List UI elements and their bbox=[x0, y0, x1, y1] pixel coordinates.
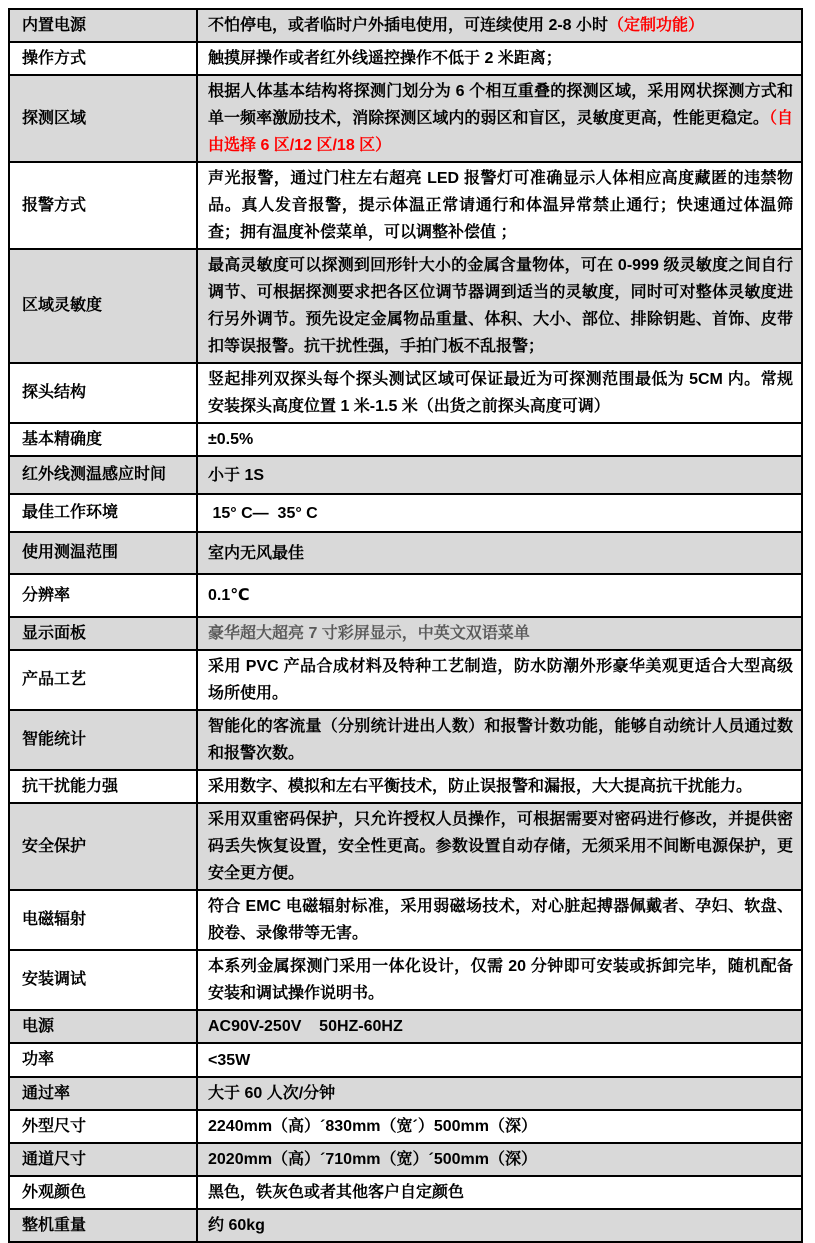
table-row bbox=[10, 422, 801, 455]
table-row bbox=[10, 362, 801, 422]
spec-value: 声光报警，通过门柱左右超亮 LED 报警灯可准确显示人体相应高度藏匿的违禁物品。真人发音报警，提示体温正常请通行和体温异常禁止通行；快速通过体温筛查；拥有温度补偿菜单，可以调整补偿值 ； bbox=[208, 170, 793, 241]
spec-value: 黑色，铁灰色或者其他客户自定颜色 bbox=[208, 1184, 465, 1201]
spec-label-cell bbox=[10, 804, 196, 889]
spec-value-cell bbox=[196, 76, 801, 161]
spec-label: 功率 bbox=[22, 1051, 55, 1068]
table-row bbox=[10, 949, 801, 1009]
spec-value: 根据人体基本结构将探测门划分为 6 个相互重叠的探测区域，采用网状探测方式和单一频率激励技术，消除探测区域内的弱区和盲区，灵敏度更高，性能更稳定。 bbox=[208, 83, 793, 127]
spec-label-cell bbox=[10, 250, 196, 362]
spec-value: <35W bbox=[208, 1051, 251, 1069]
spec-label-cell bbox=[10, 424, 196, 455]
spec-value: 2240mm（高）´830mm（宽´）500mm（深） bbox=[208, 1118, 538, 1135]
table-row bbox=[10, 573, 801, 616]
table-row bbox=[10, 493, 801, 531]
spec-value-cell bbox=[196, 618, 801, 649]
spec-value-cell bbox=[196, 575, 801, 616]
spec-value: 最高灵敏度可以探测到回形针大小的金属含量物体，可在 0-999 级灵敏度之间自行调节、可根据探测要求把各区位调节器调到适当的灵敏度，同时可对整体灵敏度进行另外调节。预先设定金属物品重量、体积、大小、部位、排除钥匙、首饰、皮带扣等误报警。抗干扰性强，手拍门板不乱报警； bbox=[208, 257, 793, 355]
spec-value: 采用双重密码保护，只允许授权人员操作，可根据需要对密码进行修改，并提供密码丢失恢复设置，安全性更高。参数设置自动存储，无须采用不间断电源保护，更安全更方便。 bbox=[208, 811, 793, 882]
spec-value-cell bbox=[196, 711, 801, 769]
spec-label: 显示面板 bbox=[22, 624, 87, 642]
spec-value: 2020mm（高）´710mm（宽）´500mm（深） bbox=[208, 1151, 538, 1168]
table-row bbox=[10, 10, 801, 41]
table-row bbox=[10, 455, 801, 493]
spec-value-cell bbox=[196, 43, 801, 74]
spec-value-cell bbox=[196, 1210, 801, 1241]
table-row bbox=[10, 161, 801, 248]
spec-label-cell bbox=[10, 495, 196, 531]
table-row bbox=[10, 889, 801, 949]
spec-value-cell bbox=[196, 495, 801, 531]
spec-label-cell bbox=[10, 10, 196, 41]
spec-value: 豪华超大超亮 7 寸彩屏显示，中英文双语菜单 bbox=[208, 625, 530, 642]
spec-label: 操作方式 bbox=[22, 49, 87, 67]
table-row bbox=[10, 1042, 801, 1076]
spec-label: 基本精确度 bbox=[22, 430, 103, 448]
spec-label-cell bbox=[10, 1011, 196, 1042]
table-row bbox=[10, 1175, 801, 1208]
spec-value: 智能化的客流量（分别统计进出人数）和报警计数功能，能够自动统计人员通过数和报警次数。 bbox=[208, 718, 793, 762]
spec-value-cell bbox=[196, 891, 801, 949]
table-row bbox=[10, 1208, 801, 1241]
spec-table bbox=[8, 8, 803, 1243]
table-row bbox=[10, 41, 801, 74]
spec-label: 电源 bbox=[22, 1017, 55, 1035]
spec-label: 外观颜色 bbox=[22, 1183, 87, 1201]
spec-label-cell bbox=[10, 1044, 196, 1076]
table-row bbox=[10, 1009, 801, 1042]
table-row bbox=[10, 649, 801, 709]
spec-label-cell bbox=[10, 1078, 196, 1109]
spec-value-cell bbox=[196, 651, 801, 709]
spec-label-cell bbox=[10, 364, 196, 422]
spec-label-cell bbox=[10, 618, 196, 649]
spec-value-cell bbox=[196, 951, 801, 1009]
table-row bbox=[10, 802, 801, 889]
table-row bbox=[10, 769, 801, 802]
spec-value: 采用 PVC 产品合成材料及特种工艺制造，防水防潮外形豪华美观更适合大型高级场所使用。 bbox=[208, 658, 793, 702]
spec-value: 约 60kg bbox=[208, 1217, 265, 1234]
spec-value-highlight: （定制功能） bbox=[608, 17, 705, 34]
spec-label: 抗干扰能力强 bbox=[22, 777, 119, 795]
spec-value-cell bbox=[196, 1044, 801, 1076]
spec-label: 内置电源 bbox=[22, 16, 87, 34]
spec-label: 区域灵敏度 bbox=[22, 297, 103, 314]
table-row bbox=[10, 531, 801, 573]
spec-label: 最佳工作环境 bbox=[22, 504, 119, 521]
spec-label-cell bbox=[10, 891, 196, 949]
spec-label-cell bbox=[10, 76, 196, 161]
spec-label-cell bbox=[10, 711, 196, 769]
spec-value: 0.1℃ bbox=[208, 587, 250, 604]
spec-value: 不怕停电，或者临时户外插电使用，可连续使用 2-8 小时 bbox=[208, 17, 609, 34]
spec-label-cell bbox=[10, 43, 196, 74]
spec-label-cell bbox=[10, 1210, 196, 1241]
spec-value-cell bbox=[196, 1011, 801, 1042]
spec-value: 采用数字、模拟和左右平衡技术，防止误报警和漏报，大大提高抗干扰能力。 bbox=[208, 778, 753, 795]
spec-label: 电磁辐射 bbox=[22, 911, 87, 928]
spec-value: 15° C— 35° C bbox=[208, 504, 318, 522]
spec-label: 通过率 bbox=[22, 1084, 71, 1102]
spec-value-cell bbox=[196, 457, 801, 493]
spec-label: 智能统计 bbox=[22, 731, 87, 748]
spec-label: 整机重量 bbox=[22, 1216, 87, 1234]
spec-value: 小于 1S bbox=[208, 466, 265, 484]
spec-value-cell bbox=[196, 163, 801, 248]
spec-label-cell bbox=[10, 951, 196, 1009]
spec-value-cell bbox=[196, 533, 801, 573]
spec-label-cell bbox=[10, 533, 196, 573]
spec-label: 分辨率 bbox=[22, 586, 71, 604]
spec-label: 报警方式 bbox=[22, 196, 87, 214]
spec-value-cell bbox=[196, 364, 801, 422]
spec-label: 产品工艺 bbox=[22, 671, 87, 688]
spec-label: 安装调试 bbox=[22, 971, 87, 988]
spec-label-cell bbox=[10, 575, 196, 616]
spec-label-cell bbox=[10, 651, 196, 709]
table-row bbox=[10, 709, 801, 769]
spec-label-cell bbox=[10, 771, 196, 802]
table-row bbox=[10, 1109, 801, 1142]
table-row bbox=[10, 616, 801, 649]
spec-label: 探头结构 bbox=[22, 384, 87, 401]
spec-value-cell bbox=[196, 424, 801, 455]
table-row bbox=[10, 1142, 801, 1175]
spec-value-cell bbox=[196, 804, 801, 889]
spec-value: 触摸屏操作或者红外线遥控操作不低于 2 米距离； bbox=[208, 50, 562, 67]
spec-value: AC90V-250V 50HZ-60HZ bbox=[208, 1018, 403, 1035]
spec-value-cell bbox=[196, 250, 801, 362]
spec-value-cell bbox=[196, 1111, 801, 1142]
spec-value: ±0.5% bbox=[208, 431, 254, 448]
spec-value-cell bbox=[196, 771, 801, 802]
spec-label: 安全保护 bbox=[22, 837, 87, 855]
spec-label: 使用测温范围 bbox=[22, 544, 119, 561]
spec-label: 红外线测温感应时间 bbox=[22, 466, 167, 483]
spec-label: 外型尺寸 bbox=[22, 1117, 87, 1135]
spec-value: 本系列金属探测门采用一体化设计，仅需 20 分钟即可安装或拆卸完毕，随机配备安装和调试操作说明书。 bbox=[208, 958, 793, 1002]
spec-value-cell bbox=[196, 1177, 801, 1208]
spec-value: 竖起排列双探头每个探头测试区域可保证最近为可探测范围最低为 5CM 内。常规安装探头高度位置 1 米-1.5 米（出货之前探头高度可调） bbox=[208, 371, 793, 415]
table-row bbox=[10, 248, 801, 362]
spec-value-cell bbox=[196, 1078, 801, 1109]
spec-label: 探测区域 bbox=[22, 109, 87, 127]
spec-value: 符合 EMC 电磁辐射标准，采用弱磁场技术，对心脏起搏器佩戴者、孕妇、软盘、胶卷、录像带等无害。 bbox=[208, 898, 793, 942]
spec-label-cell bbox=[10, 1111, 196, 1142]
spec-value: 大于 60 人次/分钟 bbox=[208, 1085, 336, 1102]
spec-label-cell bbox=[10, 1177, 196, 1208]
table-row bbox=[10, 74, 801, 161]
spec-value-cell bbox=[196, 10, 801, 41]
spec-value-highlight: （自由选择 6 区/12 区/18 区） bbox=[208, 110, 793, 154]
spec-label: 通道尺寸 bbox=[22, 1150, 87, 1168]
spec-label-cell bbox=[10, 163, 196, 248]
spec-value: 室内无风最佳 bbox=[208, 544, 305, 562]
spec-label-cell bbox=[10, 457, 196, 493]
table-row bbox=[10, 1076, 801, 1109]
